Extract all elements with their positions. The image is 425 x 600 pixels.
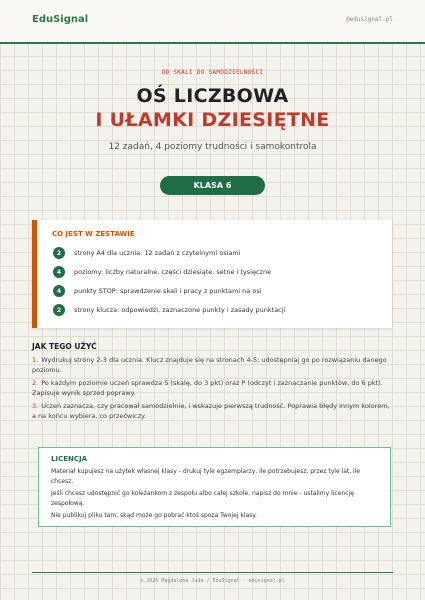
list-item-text: poziomy: liczby naturalne, części dziesiąte, setne i tysięczne	[74, 268, 272, 276]
instruction-step	[32, 355, 392, 375]
contents-box	[32, 220, 392, 328]
list-item-text: punkty STOP: sprawdzenie skali i pracy z punktami na osi	[74, 287, 262, 295]
page-title: OŚ LICZBOWA	[136, 85, 289, 107]
step-number: 3.	[32, 402, 39, 410]
license-title: LICENCJA	[51, 455, 88, 463]
instruction-step	[32, 401, 392, 421]
section-heading-how: JAK TEGO UŻYĆ	[32, 342, 97, 351]
page-header	[0, 0, 425, 44]
brand-logo: EduSignal	[32, 14, 89, 25]
footer-divider	[32, 572, 393, 573]
step-text: Uczeń zaznacza, czy pracował samodzielnie, i wskazuje pierwszą trudność. Poprawia błędy innym kolorem, a na końcu wybiera, co przećwiczy.	[32, 402, 390, 420]
grade-badge: KLASA 6	[160, 176, 265, 195]
list-item-text: strony A4 dla ucznia: 12 zadań z czytelnymi osiami	[74, 249, 241, 257]
count-badge: 4	[53, 285, 65, 297]
count-badge: 2	[53, 247, 65, 259]
contents-title: CO JEST W ZESTAWIE	[52, 230, 135, 238]
page-title-secondary: I UŁAMKI DZIESIĘTNE	[95, 109, 330, 131]
page-subtitle: 12 zadań, 4 poziomy trudności i samokontrola	[108, 142, 317, 152]
license-box	[38, 447, 391, 527]
site-handle: @edusignal.pl	[346, 16, 393, 23]
count-badge: 4	[53, 266, 65, 278]
list-item	[53, 285, 262, 297]
footer-text: © 2026 Magdalena Juda / EduSignal · edusignal.pl	[140, 578, 285, 584]
step-number: 1.	[32, 356, 39, 364]
kicker-text: OD SKALI DO SAMODZIELNOŚCI	[161, 69, 264, 76]
list-item	[53, 266, 271, 278]
license-paragraph: Nie publikuj pliku tam, skąd może go pobrać ktoś spoza Twojej klasy.	[51, 512, 257, 519]
license-paragraph: Materiał kupujesz na użytek własnej klasy - drukuj tyle egzemplarzy, ile potrzebujesz, przez tyle lat, ile chcesz.	[51, 468, 361, 485]
list-item-text: strony klucza: odpowiedzi, zaznaczone punkty i zasady punktacji	[74, 306, 286, 314]
list-item	[53, 247, 241, 259]
step-number: 2.	[32, 379, 39, 387]
license-paragraph: Jeśli chcesz udostępnić go koleżankom z zespołu albo całej szkole, napisz do mnie - ustalimy licencję zespołową.	[51, 490, 354, 507]
step-text: Po każdym poziomie uczeń sprawdza S (skalę, do 3 pkt) oraz P (odczyt i zaznaczanie punktów, do 6 pkt). Zapisuje wynik sprzed poprawy.	[32, 379, 383, 397]
instruction-step	[32, 378, 392, 398]
step-text: Wydrukuj strony 2-3 dla ucznia. Klucz znajduje się na stronach 4-5; udostępniaj go po rozwiązaniu danego poziomu.	[32, 356, 387, 374]
count-badge: 2	[53, 304, 65, 316]
list-item	[53, 304, 285, 316]
